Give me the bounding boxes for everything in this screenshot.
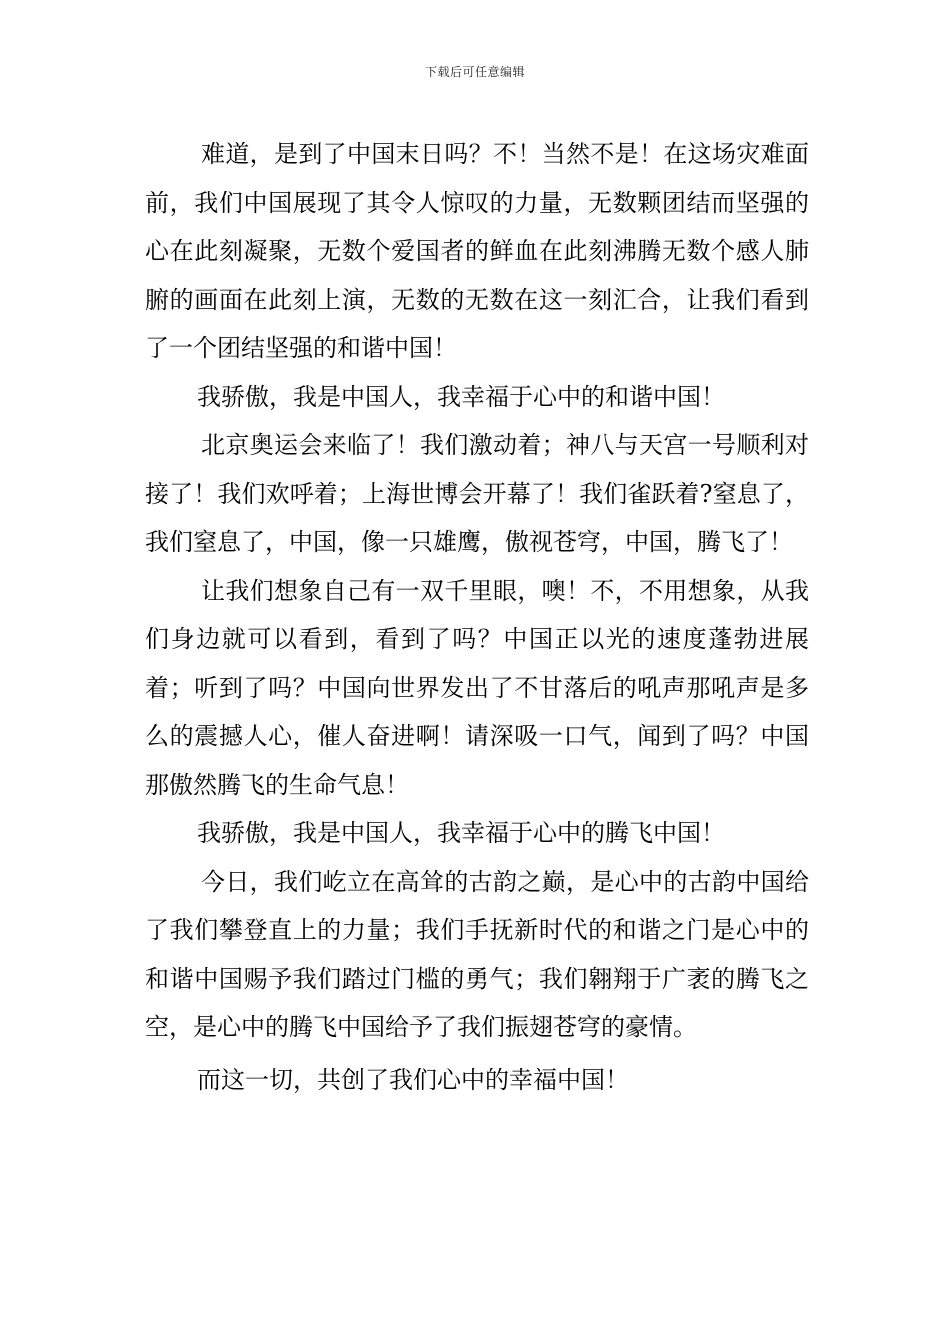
paragraph-5: 我骄傲，我是中国人，我幸福于心中的腾飞中国！	[197, 819, 725, 847]
paragraph-6: 今日，我们屹立在高耸的古韵之巅，是心中的古韵中国给了我们攀登直上的力量；我们手抚新时代的和谐之门是心中的和谐中国赐予我们踏过门槛的勇气；我们翱翔于广袤的腾飞之空，是心中的腾飞中国给予了我们振翅苍穹的豪情。	[145, 867, 809, 1041]
paragraph-2: 我骄傲，我是中国人，我幸福于心中的和谐中国！	[197, 382, 725, 411]
paragraph-1: 难道，是到了中国末日吗？不！当然不是！在这场灾难面前，我们中国展现了其令人惊叹的力量，无数颗团结而坚强的心在此刻凝聚，无数个爱国者的鲜血在此刻沸腾无数个感人肺腑的画面在此刻上演，无数的无数在这一刻汇合，让我们看到了一个团结坚强的和谐中国！	[145, 140, 809, 362]
document-body	[145, 130, 809, 1104]
page-header: 下载后可任意编辑	[424, 65, 525, 79]
paragraph-4: 让我们想象自己有一双千里眼，噢！不，不用想象，从我们身边就可以看到，看到了吗？中国正以光的速度蓬勃进展着；听到了吗？中国向世界发出了不甘落后的吼声那吼声是多么的震撼人心，催人奋进啊！请深吸一口气，闻到了吗？中国那傲然腾飞的生命气息！	[145, 576, 809, 799]
paragraph-3: 北京奥运会来临了！我们激动着；神八与天宫一号顺利对接了！我们欢呼着；上海世博会开幕了！我们雀跃着?窒息了，我们窒息了，中国，像一只雄鹰，傲视苍穹，中国，腾飞了！	[145, 431, 809, 556]
paragraph-7: 而这一切，共创了我们心中的幸福中国！	[197, 1065, 629, 1094]
